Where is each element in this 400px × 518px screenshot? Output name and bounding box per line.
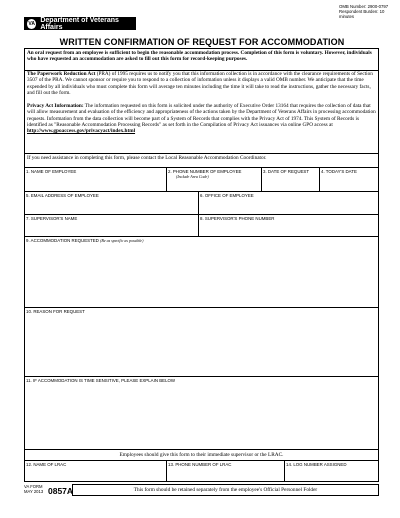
todays-date-field[interactable] (321, 175, 377, 189)
divider (24, 167, 379, 168)
divider (284, 460, 285, 482)
give-form-note: Employees should give this form to their immediate supervisor or the LRAC. (119, 452, 284, 458)
privacy-text: The information requested on this form is solicited under the authority of Executive Order 13164 that requires the collection of data that will allow measurement and evaluation of the efficiency and appropriateness of the actions taken by the Department of Veterans Affairs in processing accommodation requests. Information from the data collection will become part of a System of Records that complies with the Privacy Act of 1974. This System of Records is identified as "Reasonable Accommodation Processing Records" as set forth in the Compilation of Privacy Act issuances via online GPO access at (27, 103, 376, 128)
supervisor-phone-label: 8. SUPERVISOR'S PHONE NUMBER (200, 216, 275, 221)
form-title: WRITTEN CONFIRMATION OF REQUEST FOR ACCOMMODATION (59, 37, 345, 47)
reason-field[interactable] (26, 316, 377, 374)
reason-label: 10. REASON FOR REQUEST (26, 309, 85, 314)
log-number-label: 14. LOG NUMBER ASSIGNED (286, 462, 347, 467)
va-header-bar (24, 17, 136, 30)
divider (24, 460, 379, 461)
email-field[interactable] (26, 199, 196, 212)
va-seal-icon: VA (28, 20, 35, 27)
email-label: 5. EMAIL ADDRESS OF EMPLOYEE (26, 193, 99, 198)
form-date: MAY 2013 (24, 488, 44, 494)
time-sensitive-label: 11. IF ACCOMMODATION IS TIME SENSITIVE, PLEASE EXPLAIN BELOW (26, 378, 176, 383)
va-form-label: VA FORM (24, 484, 43, 489)
supervisor-phone-field[interactable] (200, 222, 376, 234)
accommodation-label (26, 238, 143, 243)
assistance-note: If you need assistance in completing this form, please contact the Local Reasonable Accommodation Coordinator. (27, 155, 267, 161)
divider (24, 153, 379, 154)
respondent-burden: Respondent Burden: 10 minutes (339, 9, 385, 19)
paperwork-text: (PRA) of 1995 requires us to notify you that this information collection is in accordance with the clearance requirements of Section 3507 of the PRA. We cannot sponsor or require you to respond to a collection of information unless it displays a valid OMB number. We anticipate that the time expended by all individuals who must complete this form will average ten minutes including the time it will take to read the instructions, gather the necessary facts, and fill out the form. (27, 71, 373, 96)
date-of-request-field[interactable] (263, 175, 318, 189)
divider (24, 307, 379, 308)
divider (24, 376, 379, 377)
lrac-name-field[interactable] (26, 468, 164, 480)
date-of-request-label: 3. DATE OF REQUEST (263, 169, 310, 174)
accommodation-sub: (Be as specific as possible) (100, 238, 144, 243)
department-name: Department of Veterans Affairs (40, 16, 119, 31)
divider (166, 167, 167, 191)
supervisor-name-label: 7. SUPERVISOR'S NAME (26, 216, 78, 221)
divider (166, 460, 167, 482)
office-label: 6. OFFICE OF EMPLOYEE (200, 193, 254, 198)
form-id (24, 485, 43, 494)
phone-area-code-note: (Include Area Code) (176, 174, 209, 179)
todays-date-label: 4. TODAY'S DATE (321, 169, 357, 174)
divider (261, 167, 262, 191)
divider (24, 191, 379, 192)
privacy-notice (27, 103, 377, 134)
divider (198, 191, 199, 214)
divider (24, 236, 379, 237)
lrac-phone-field[interactable] (168, 468, 282, 480)
name-of-employee-label: 1. NAME OF EMPLOYEE (26, 169, 77, 174)
intro-text: An oral request from an employee is sufficient to begin the reasonable accommodation process. Completion of this form is voluntary. However, individuals who have requested an accommodation are asked to fill out this form for record-keeping purposes. (27, 50, 372, 63)
name-of-employee-field[interactable] (26, 175, 164, 188)
accommodation-label-text: 9. ACCOMMODATION REQUESTED (26, 238, 99, 243)
omb-info (339, 4, 399, 19)
phone-of-employee-label: 2. PHONE NUMBER OF EMPLOYEE (168, 169, 242, 174)
phone-of-employee-field[interactable] (168, 180, 260, 190)
accommodation-field[interactable] (26, 245, 377, 305)
time-sensitive-field[interactable] (26, 385, 377, 447)
office-field[interactable] (200, 199, 376, 212)
form-number: 0857A (48, 486, 74, 496)
retain-note: This form should be retained separately from the employee's Official Personnel Folder (133, 487, 318, 493)
omb-number: OMB Number: 2900-0797 (339, 4, 389, 9)
lrac-phone-label: 13. PHONE NUMBER OF LRAC (168, 462, 232, 467)
divider (319, 167, 320, 191)
paperwork-notice (27, 71, 377, 96)
divider (24, 214, 379, 215)
divider (198, 214, 199, 236)
lrac-name-label: 12. NAME OF LRAC (26, 462, 67, 467)
log-number-field[interactable] (286, 468, 377, 480)
privacy-heading: Privacy Act Information: (27, 103, 84, 109)
privacy-link[interactable]: http://www.gpoaccess.gov/privacyact/index.html (27, 128, 136, 135)
paperwork-heading: The Paperwork Reduction Act (27, 71, 96, 77)
divider (24, 449, 379, 450)
supervisor-name-field[interactable] (26, 222, 196, 234)
